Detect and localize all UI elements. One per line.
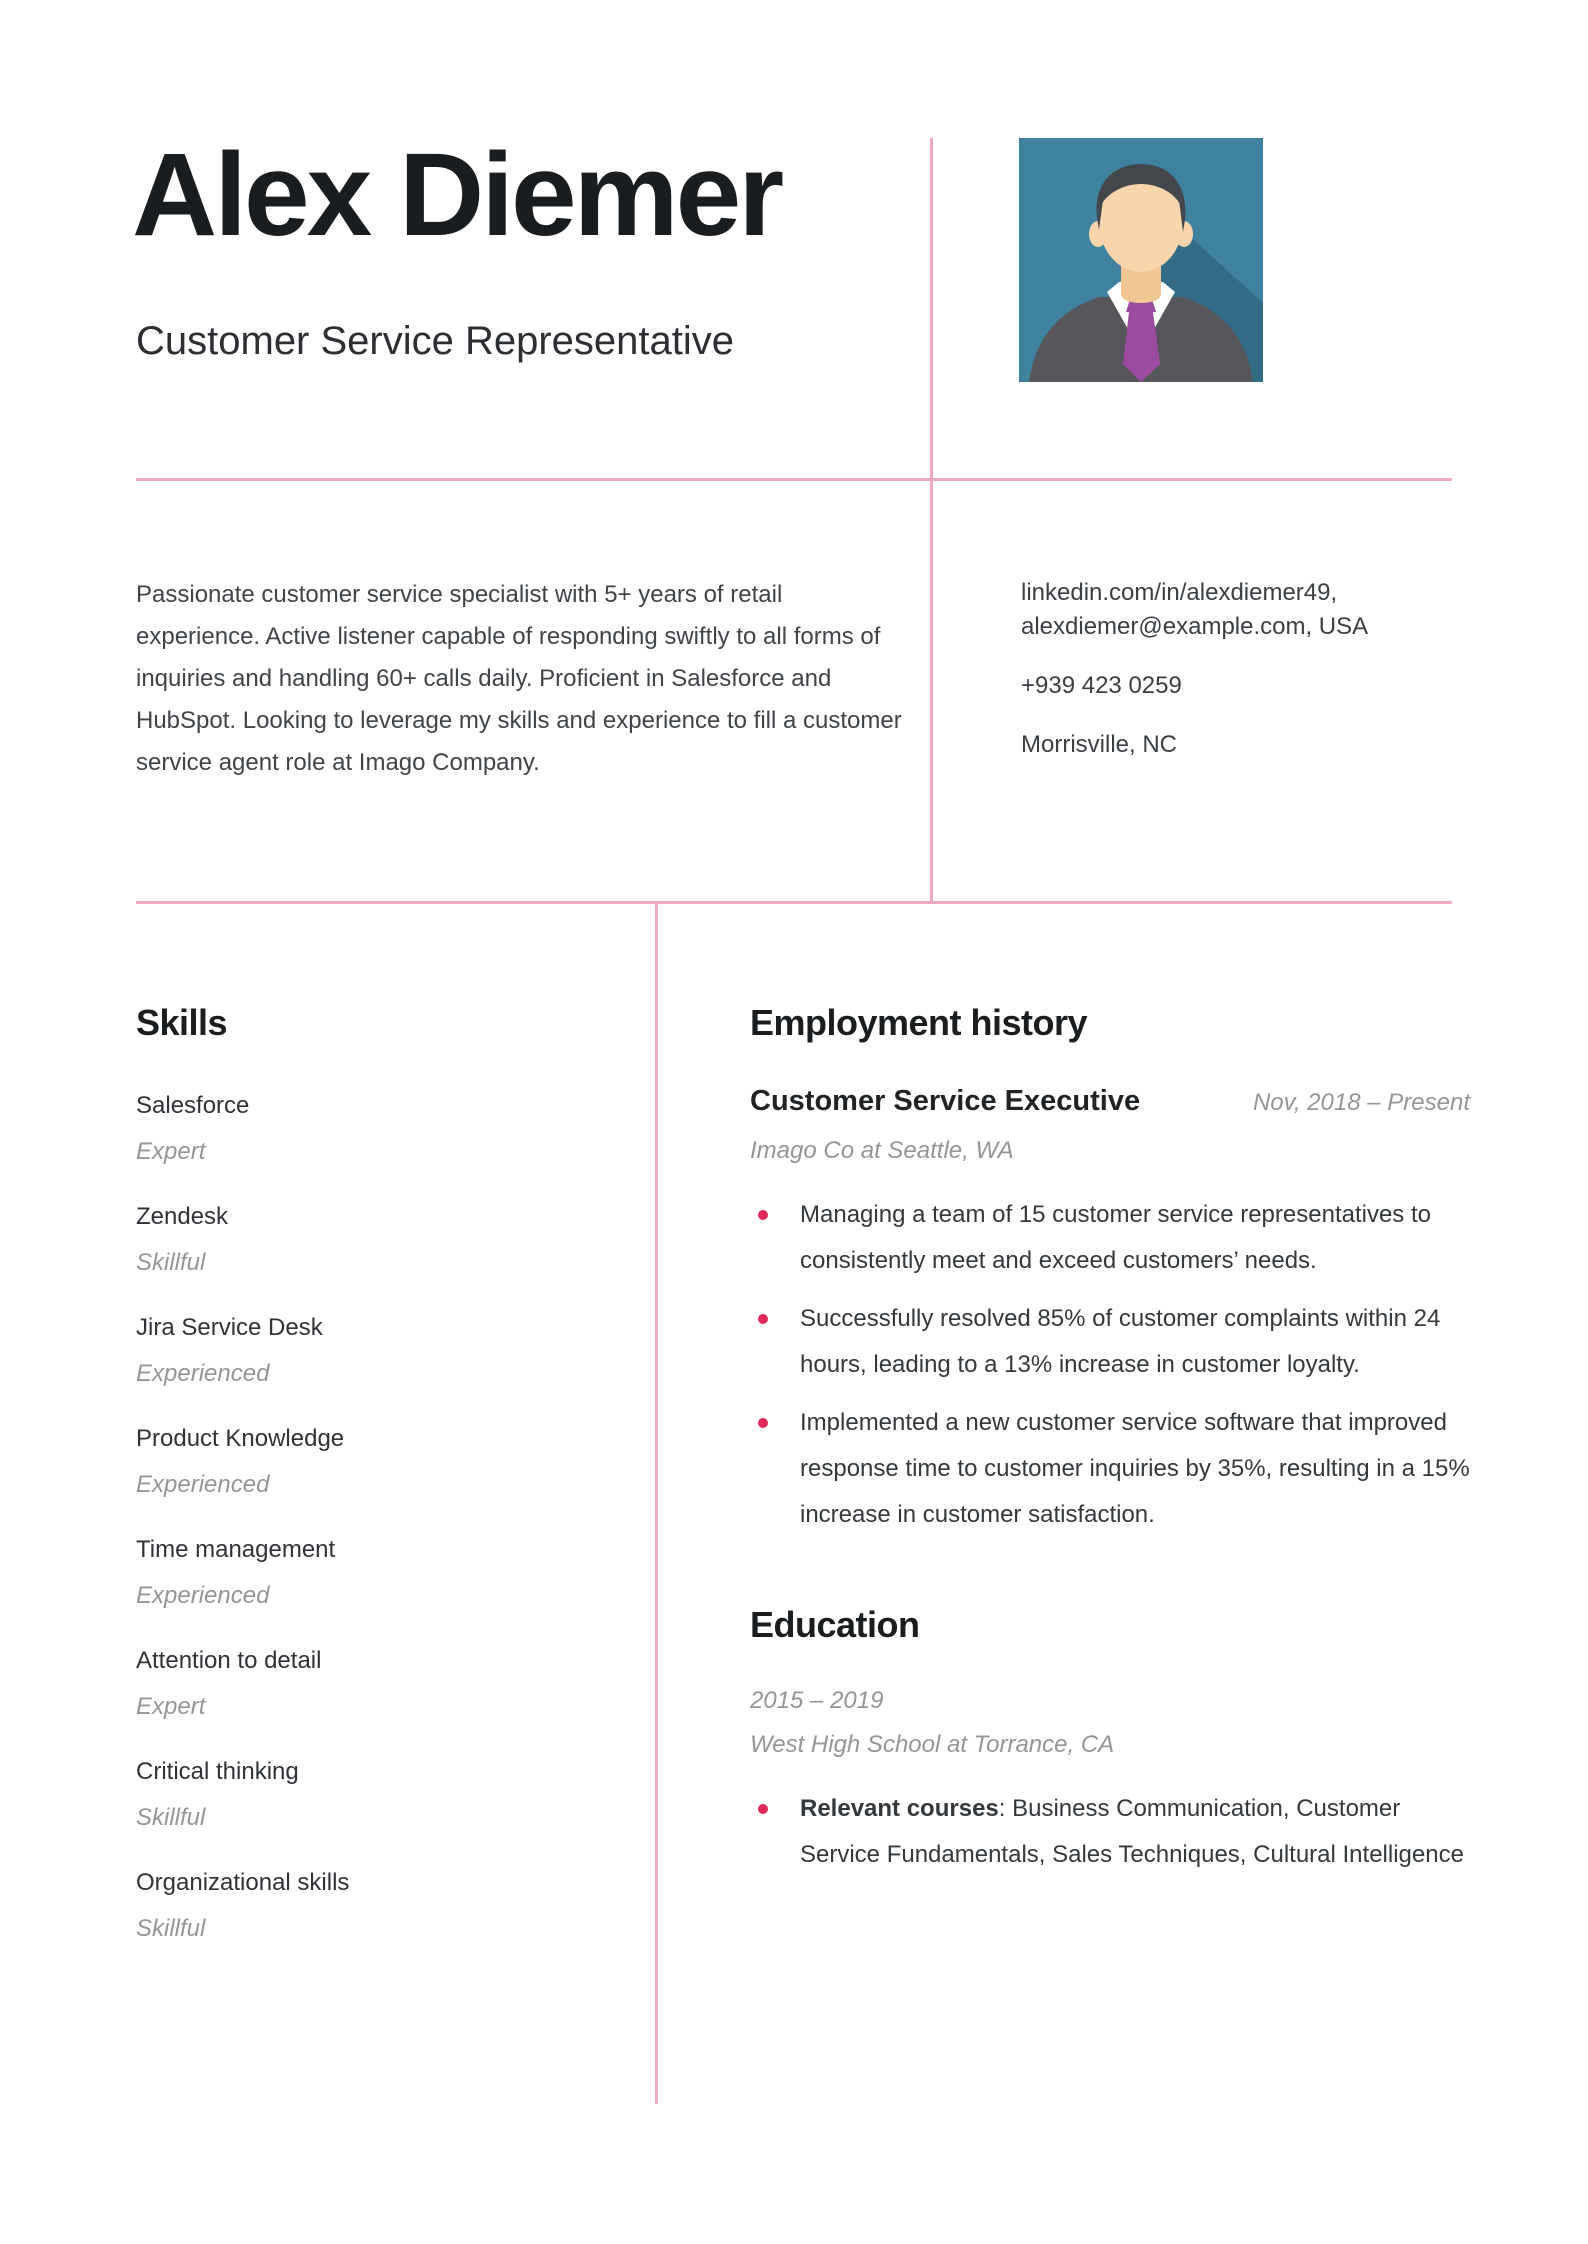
skill-item <box>136 1201 566 1279</box>
skill-item <box>136 1645 566 1723</box>
bullet-text: : Business Communication, Customer Service Fundamentals, Sales Techniques, Cultural Intelligence <box>800 1795 1464 1868</box>
location-text: Morrisville, NC <box>1021 731 1177 758</box>
job-title: Customer Service Executive <box>750 1085 1141 1117</box>
skill-item <box>136 1867 566 1945</box>
skill-level: Expert <box>136 1693 206 1720</box>
skill-level: Experienced <box>136 1471 270 1498</box>
skills-heading: Skills <box>136 1002 228 1043</box>
skill-item <box>136 1534 566 1612</box>
profile-summary: Passionate customer service specialist with 5+ years of retail experience. Active listener capable of responding swiftly to all forms of inquiries and handling 60+ calls daily. Proficient in Salesforce and HubSpot. Looking to leverage my skills and experience to fill a customer service agent role at Imago Company. <box>136 581 902 776</box>
skill-level: Experienced <box>136 1582 270 1609</box>
horizontal-divider-middle <box>136 901 1452 904</box>
job-header-row <box>750 1082 1470 1120</box>
job-bullet-list <box>750 1192 1470 1538</box>
bullet-text: Successfully resolved 85% of customer complaints within 24 hours, leading to a 13% increase in customer loyalty. <box>800 1305 1441 1378</box>
skill-name: Attention to detail <box>136 1647 322 1674</box>
skills-section <box>136 1000 566 1978</box>
bullet-text: Managing a team of 15 customer service representatives to consistently meet and exceed customers’ needs. <box>800 1201 1431 1274</box>
avatar-icon <box>1019 138 1263 382</box>
horizontal-divider-top <box>136 478 1452 481</box>
phone-number: +939 423 0259 <box>1021 672 1182 699</box>
skill-name: Zendesk <box>136 1203 229 1230</box>
contact-linkedin-email <box>1021 576 1461 644</box>
right-column <box>750 1000 1470 1890</box>
contact-block <box>1021 576 1461 787</box>
skill-level: Skillful <box>136 1249 206 1276</box>
skill-name: Organizational skills <box>136 1869 350 1896</box>
vertical-divider-columns <box>655 901 658 2104</box>
skill-name: Time management <box>136 1536 336 1563</box>
email-address: alexdiemer@example.com, USA <box>1021 613 1369 640</box>
skill-item <box>136 1312 566 1390</box>
education-dates: 2015 – 2019 <box>750 1687 884 1714</box>
skill-level: Skillful <box>136 1915 206 1942</box>
skill-name: Critical thinking <box>136 1758 299 1785</box>
skill-item <box>136 1423 566 1501</box>
bullet-dot <box>758 1418 768 1428</box>
skill-name: Product Knowledge <box>136 1425 345 1452</box>
job-dates: Nov, 2018 – Present <box>1252 1089 1470 1116</box>
bullet-item <box>750 1192 1470 1284</box>
skill-level: Skillful <box>136 1804 206 1831</box>
bullet-item <box>750 1786 1470 1878</box>
skill-item <box>136 1090 566 1168</box>
education-school: West High School at Torrance, CA <box>750 1731 1115 1758</box>
skill-item <box>136 1756 566 1834</box>
skill-level: Experienced <box>136 1360 270 1387</box>
skill-name: Jira Service Desk <box>136 1314 323 1341</box>
candidate-job-title: Customer Service Representative <box>136 319 735 363</box>
bullet-dot <box>758 1314 768 1324</box>
bullet-text: Implemented a new customer service software that improved response time to customer inquiries by 35%, resulting in a 15% increase in customer satisfaction. <box>800 1409 1470 1528</box>
skill-level: Expert <box>136 1138 206 1165</box>
linkedin-url: linkedin.com/in/alexdiemer49, <box>1021 579 1338 606</box>
job-company-location: Imago Co at Seattle, WA <box>750 1137 1014 1164</box>
skill-name: Salesforce <box>136 1092 250 1119</box>
employment-heading: Employment history <box>750 1002 1088 1043</box>
vertical-divider-top <box>930 138 933 903</box>
education-bullet-list <box>750 1786 1470 1878</box>
bullet-item <box>750 1400 1470 1538</box>
education-heading: Education <box>750 1604 920 1645</box>
candidate-name: Alex Diemer <box>132 129 782 261</box>
bullet-dot <box>758 1210 768 1220</box>
bullet-lead-text: Relevant courses <box>800 1795 999 1822</box>
bullet-dot <box>758 1804 768 1814</box>
bullet-item <box>750 1296 1470 1388</box>
profile-photo <box>1019 138 1263 382</box>
